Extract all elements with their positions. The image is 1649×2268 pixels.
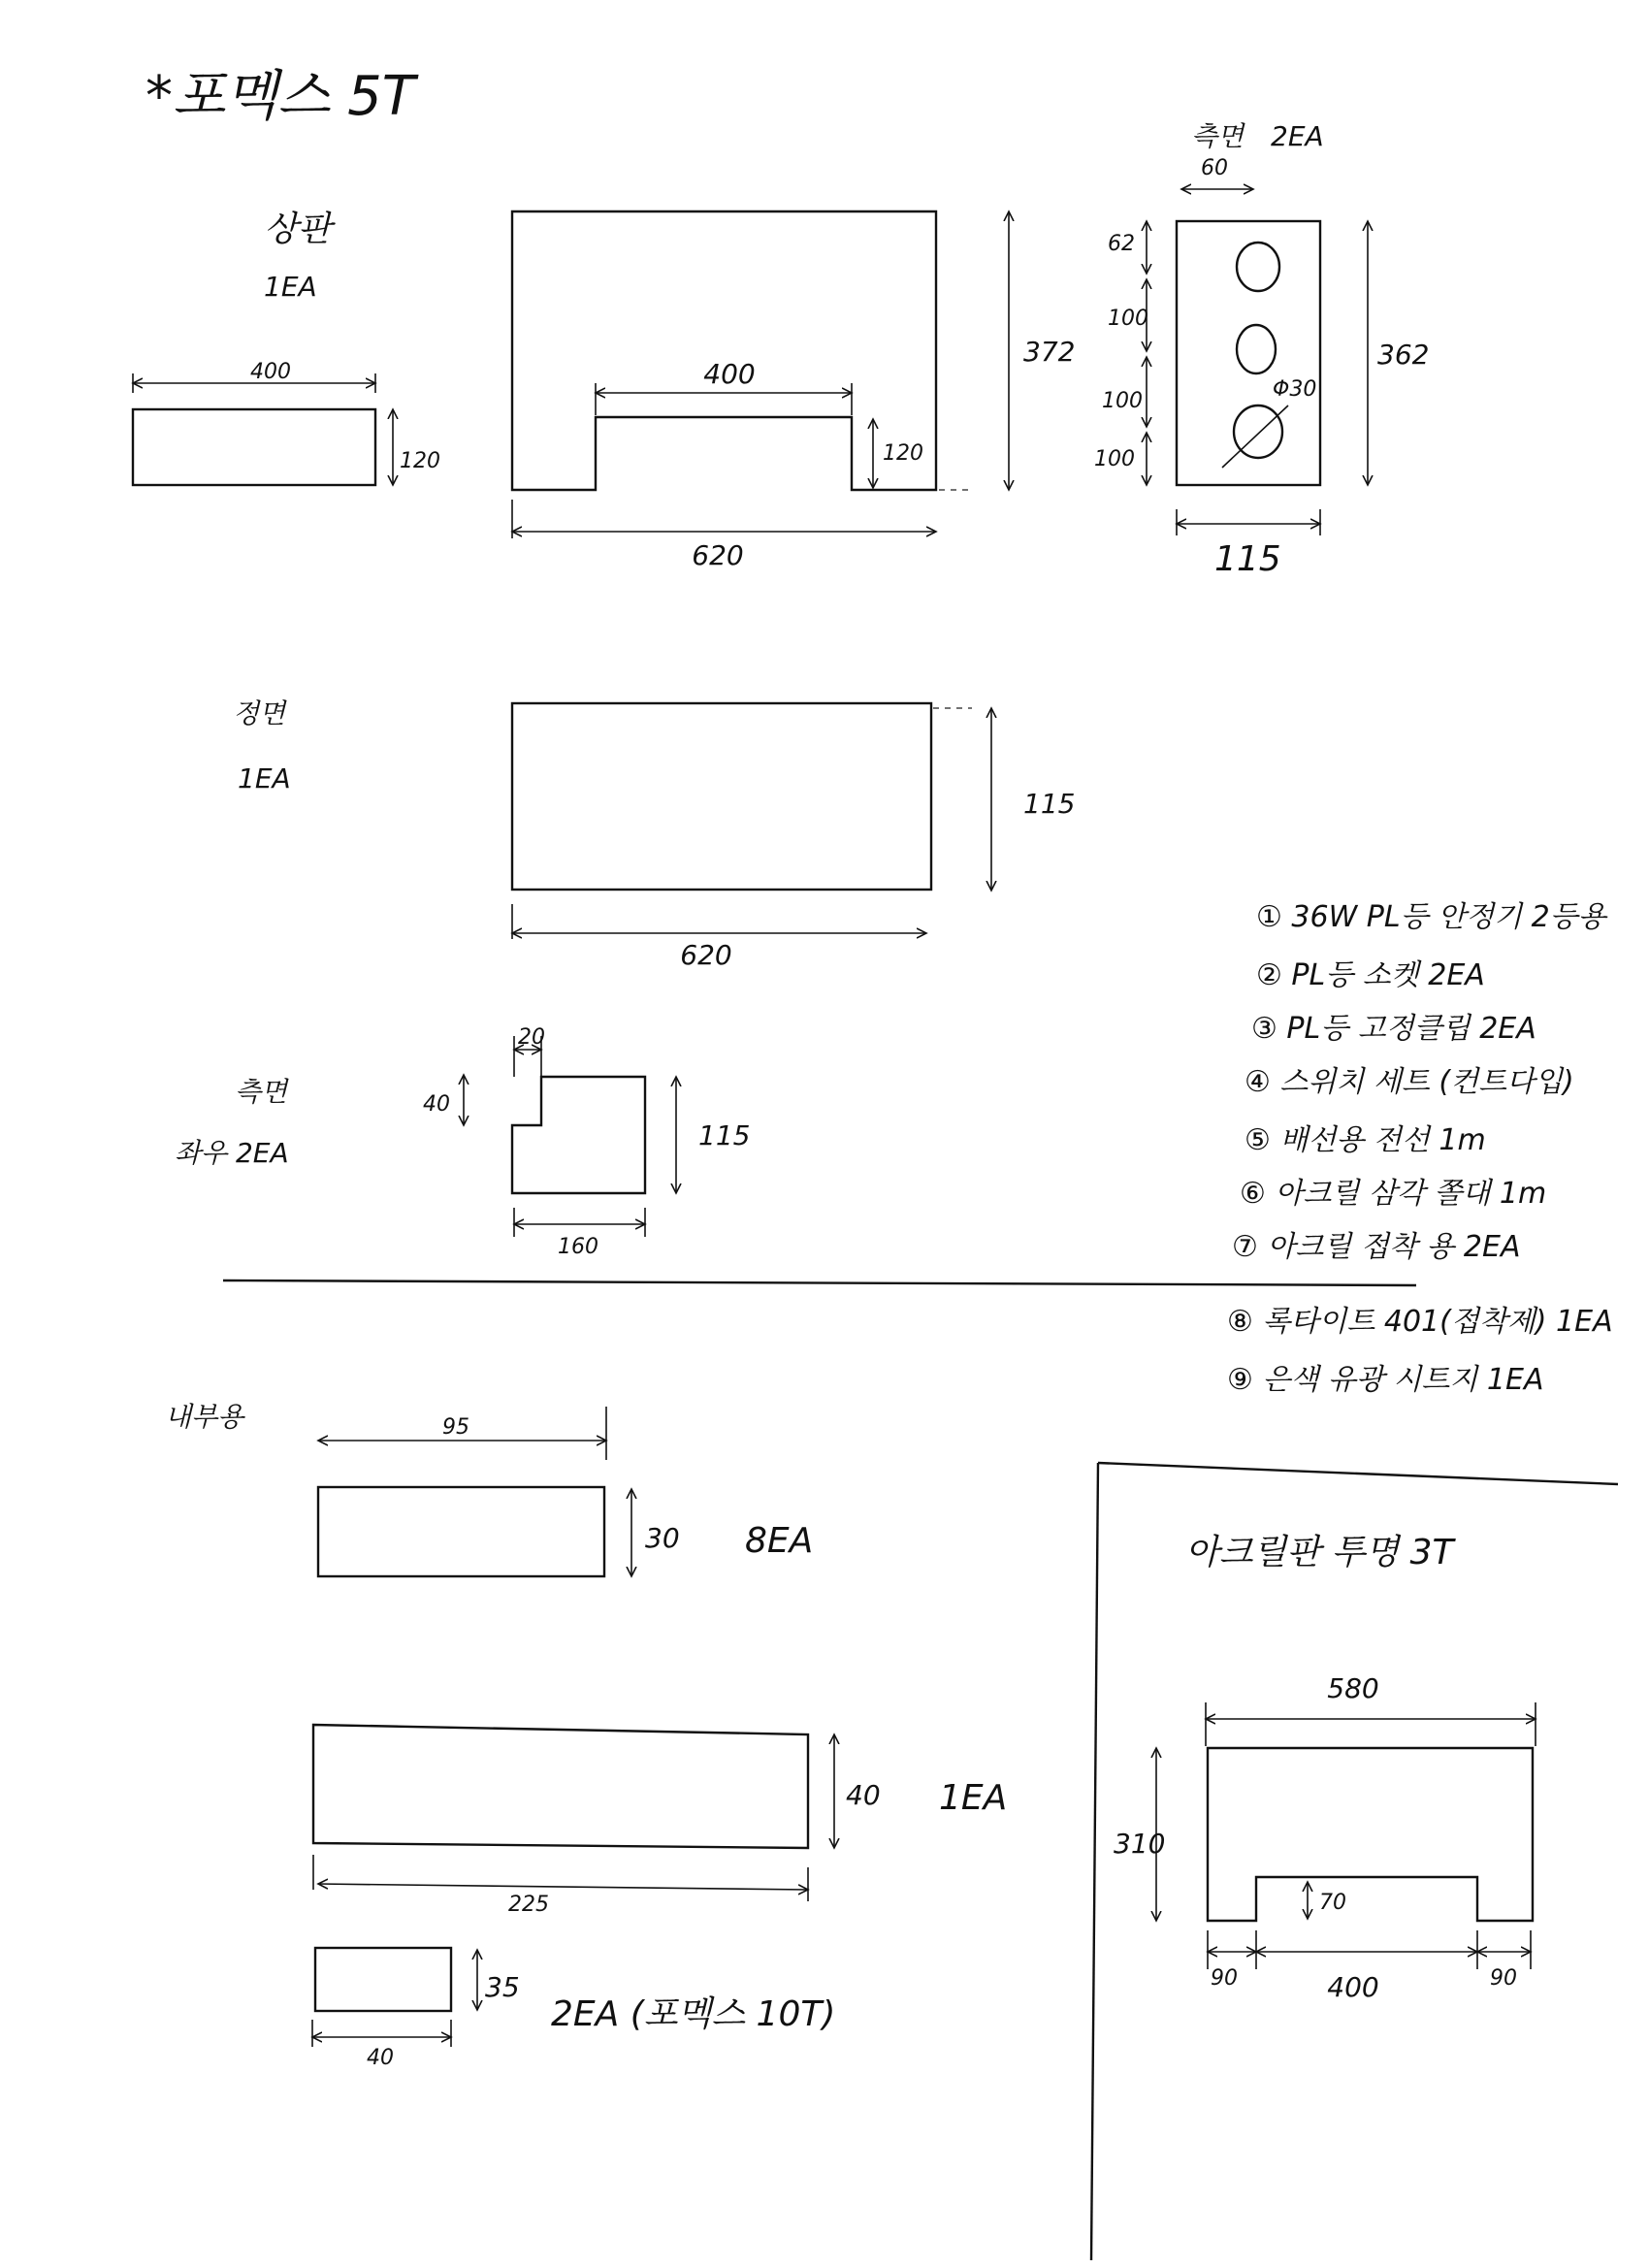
acrylic-frame (1091, 1463, 1618, 2260)
side-panel-count: 2EA (1271, 120, 1324, 152)
internal-name: 내부용 (165, 1401, 244, 1433)
sheet-title: *포멕스 5T (146, 65, 415, 128)
hole-2 (1237, 325, 1276, 373)
acrylic-panel-drawing (1156, 1702, 1536, 1969)
parts-list-item: ⑤ 배선용 전선 1m (1245, 1123, 1486, 1157)
top-panel-drawing (512, 211, 1009, 538)
side-lr-height: 115 (698, 1119, 751, 1151)
section-divider (223, 1280, 1416, 1285)
parts-list-item: ⑥ 아크릴 삼각 쫄대 1m (1240, 1177, 1547, 1211)
internal-part-2-count: 1EA (939, 1778, 1008, 1818)
side-panel-drawing (1147, 189, 1368, 535)
top-panel-notch-width: 400 (703, 358, 756, 390)
internal-part-2-drawing (313, 1725, 834, 1901)
side-panel-spacing-1: 62 (1108, 232, 1135, 256)
side-lr-step: 40 (423, 1092, 450, 1117)
acrylic-notch-width: 400 (1327, 1971, 1379, 2003)
acrylic-notch-height: 70 (1319, 1891, 1346, 1915)
internal-part-2-height: 40 (846, 1779, 881, 1811)
side-panel-offset: 60 (1201, 156, 1228, 180)
parts-list-item: ③ PL등 고정클립 2EA (1251, 1012, 1536, 1046)
parts-list-item: ② PL등 소켓 2EA (1256, 958, 1485, 992)
side-panel-spacing-3: 100 (1102, 389, 1143, 413)
side-lr-drawing (464, 1036, 676, 1237)
top-panel-name: 상판 (264, 210, 332, 249)
parts-list-item: ⑧ 록타이트 401(접착제) 1EA (1227, 1305, 1613, 1339)
internal-part-3-count: 2EA (포멕스 10T) (551, 1994, 836, 2034)
internal-part-3-width: 40 (367, 2046, 394, 2070)
front-panel-drawing (512, 703, 991, 939)
parts-list-item: ⑦ 아크릴 접착 용 2EA (1232, 1230, 1521, 1264)
side-lr-sub: 좌우 2EA (175, 1137, 289, 1169)
side-panel-width: 115 (1214, 539, 1281, 579)
side-panel-hole-label: Φ30 (1273, 377, 1317, 402)
top-panel-notch-height: 120 (883, 441, 923, 466)
top-strip-drawing (133, 373, 393, 485)
front-panel-height: 115 (1023, 788, 1076, 820)
top-panel-total-width: 620 (692, 539, 744, 571)
internal-part-1-count: 8EA (745, 1521, 814, 1561)
side-panel-name: 측면 (1191, 120, 1245, 152)
top-panel-count: 1EA (264, 271, 317, 303)
acrylic-title: 아크릴판 투명 3T (1185, 1533, 1454, 1572)
side-lr-width: 160 (558, 1235, 598, 1259)
parts-list (1227, 900, 1613, 1397)
front-panel-name: 정면 (233, 697, 286, 729)
internal-part-3-drawing (312, 1948, 477, 2047)
parts-list-item: ④ 스위치 세트 (컨트다입) (1245, 1065, 1574, 1099)
internal-part-1-height: 30 (645, 1522, 680, 1554)
acrylic-width: 580 (1327, 1672, 1379, 1704)
internal-part-1-drawing (318, 1407, 631, 1576)
side-lr-name: 측면 (235, 1076, 288, 1108)
side-panel-spacing-2: 100 (1108, 307, 1148, 331)
side-lr-notch: 20 (518, 1025, 545, 1050)
acrylic-left-margin: 90 (1211, 1966, 1238, 1991)
front-panel-width: 620 (680, 939, 732, 971)
parts-list-item: ① 36W PL등 안정기 2등용 (1256, 900, 1606, 934)
internal-part-3-height: 35 (485, 1971, 520, 2003)
internal-part-1-width: 95 (442, 1415, 469, 1440)
front-panel-count: 1EA (238, 762, 291, 794)
side-panel-height: 362 (1377, 339, 1430, 371)
acrylic-height: 310 (1114, 1828, 1166, 1860)
top-strip-width: 400 (250, 360, 291, 384)
top-strip-height: 120 (400, 449, 440, 473)
top-panel-height: 372 (1023, 336, 1076, 368)
internal-part-2-width: 225 (508, 1893, 549, 1917)
side-panel-spacing-4: 100 (1094, 447, 1135, 471)
hole-1 (1237, 243, 1279, 291)
parts-list-item: ⑨ 은색 유광 시트지 1EA (1227, 1363, 1544, 1397)
acrylic-right-margin: 90 (1490, 1966, 1517, 1991)
